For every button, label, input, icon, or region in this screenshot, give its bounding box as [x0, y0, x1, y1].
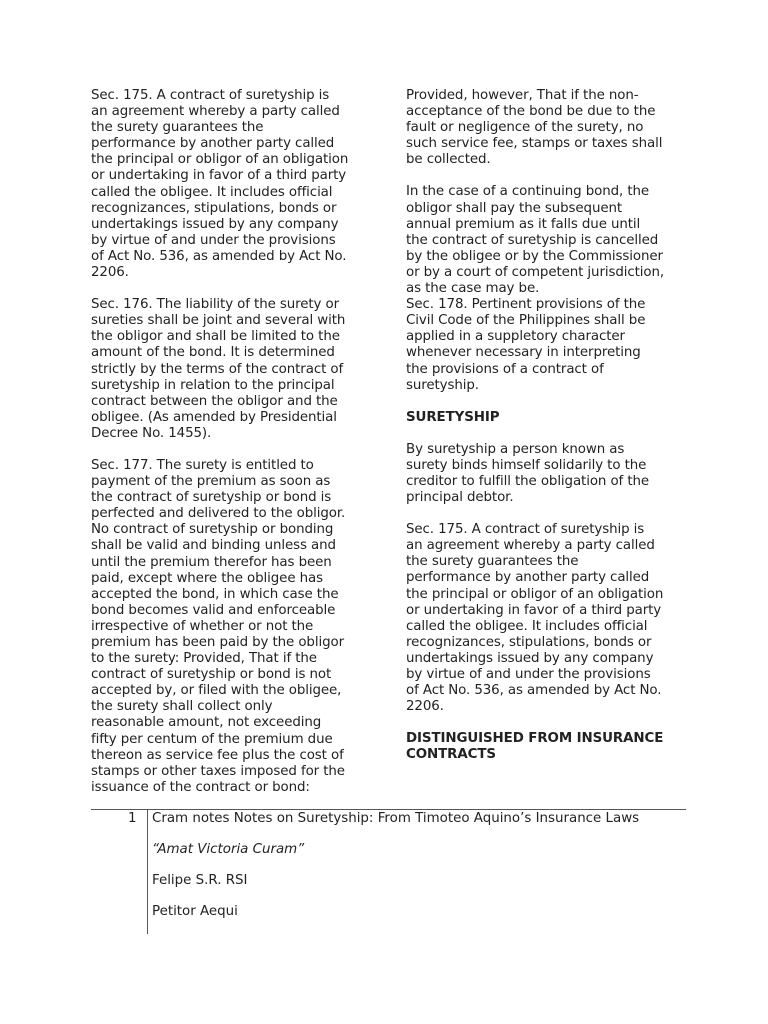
right-column: [406, 88, 706, 779]
section-175-paragraph: Sec. 175. A contract of suretyship is an agreement whereby a party called the surety guarantees the performance by another party called the principal or obligor of an obligation or undertaking in favor of a third party called the obligee. It includes official recognizances, stipulations, bonds or undertakings issued by any company by virtue of and under the provisions of Act No. 536, as amended by Act No. 2206.: [91, 88, 349, 281]
footer-author: Felipe S.R. RSI: [152, 873, 248, 888]
footer-divider: [91, 809, 686, 810]
section-176-paragraph: Sec. 176. The liability of the surety or sureties shall be joint and several with the obligor and shall be limited to the amount of the bond. It is determined strictly by the terms of the contract of suretyship in relation to the principal contract between the obligor and the obligee. (As amended by Presidential Decree No. 1455).: [91, 297, 346, 441]
footer-vertical-divider: [147, 810, 148, 934]
section-177-paragraph: Sec. 177. The surety is entitled to payment of the premium as soon as the contract of suretyship or bond is perfected and delivered to the obligor. No contract of suretyship or bonding shall be valid and binding unless and until the premium therefor has been paid, except where the obligee has accepted the bond, in which case the bond becomes valid and enforceable irrespective of whether or not the premium has been paid by the obligor to the surety: Provided, That if the contract of suretyship or bond is not accepted by, or filed with the obligee, the surety shall collect only reasonable amount, not exceeding fifty per centum of the premium due thereon as service fee plus the cost of stamps or other taxes imposed for the issuance of the contract or bond:: [91, 457, 346, 795]
left-column: [91, 88, 391, 796]
footer-block: [152, 811, 692, 935]
section-175-repeat-paragraph: Sec. 175. A contract of suretyship is an agreement whereby a party called the surety guarantees the performance by another party called the principal or obligor of an obligation or undertaking in favor of a third party called the obligee. It includes official recognizances, stipulations, bonds or undertakings issued by any company by virtue of and under the provisions of Act No. 536, as amended by Act No. 2206.: [406, 522, 664, 715]
proviso-paragraph: Provided, however, That if the non- acceptance of the bond be due to the fault or negligence of the surety, no such service fee, stamps or taxes shall be collected.: [406, 88, 663, 168]
suretyship-heading: SURETYSHIP: [406, 409, 500, 425]
footer-tagline: Petitor Aequi: [152, 904, 238, 919]
distinguished-heading: DISTINGUISHED FROM INSURANCE CONTRACTS: [406, 731, 664, 763]
footer-motto: “Amat Victoria Curam”: [152, 842, 305, 857]
page-number: 1: [128, 811, 137, 826]
continuing-bond-paragraph: In the case of a continuing bond, the obligor shall pay the subsequent annual premium as it falls due until the contract of suretyship is cancelled by the obligee or by the Commissioner or by a court of competent jurisdiction, as the case may be.: [406, 184, 665, 297]
footer-title: Cram notes Notes on Suretyship: From Timoteo Aquino’s Insurance Laws: [152, 811, 640, 826]
suretyship-definition-paragraph: By suretyship a person known as surety binds himself solidarily to the creditor to fulfill the obligation of the principal debtor.: [406, 441, 650, 506]
section-178-paragraph: Sec. 178. Pertinent provisions of the Civil Code of the Philippines shall be applied in a suppletory character whenever necessary in interpreting the provisions of a contract of suretyship.: [406, 297, 646, 393]
